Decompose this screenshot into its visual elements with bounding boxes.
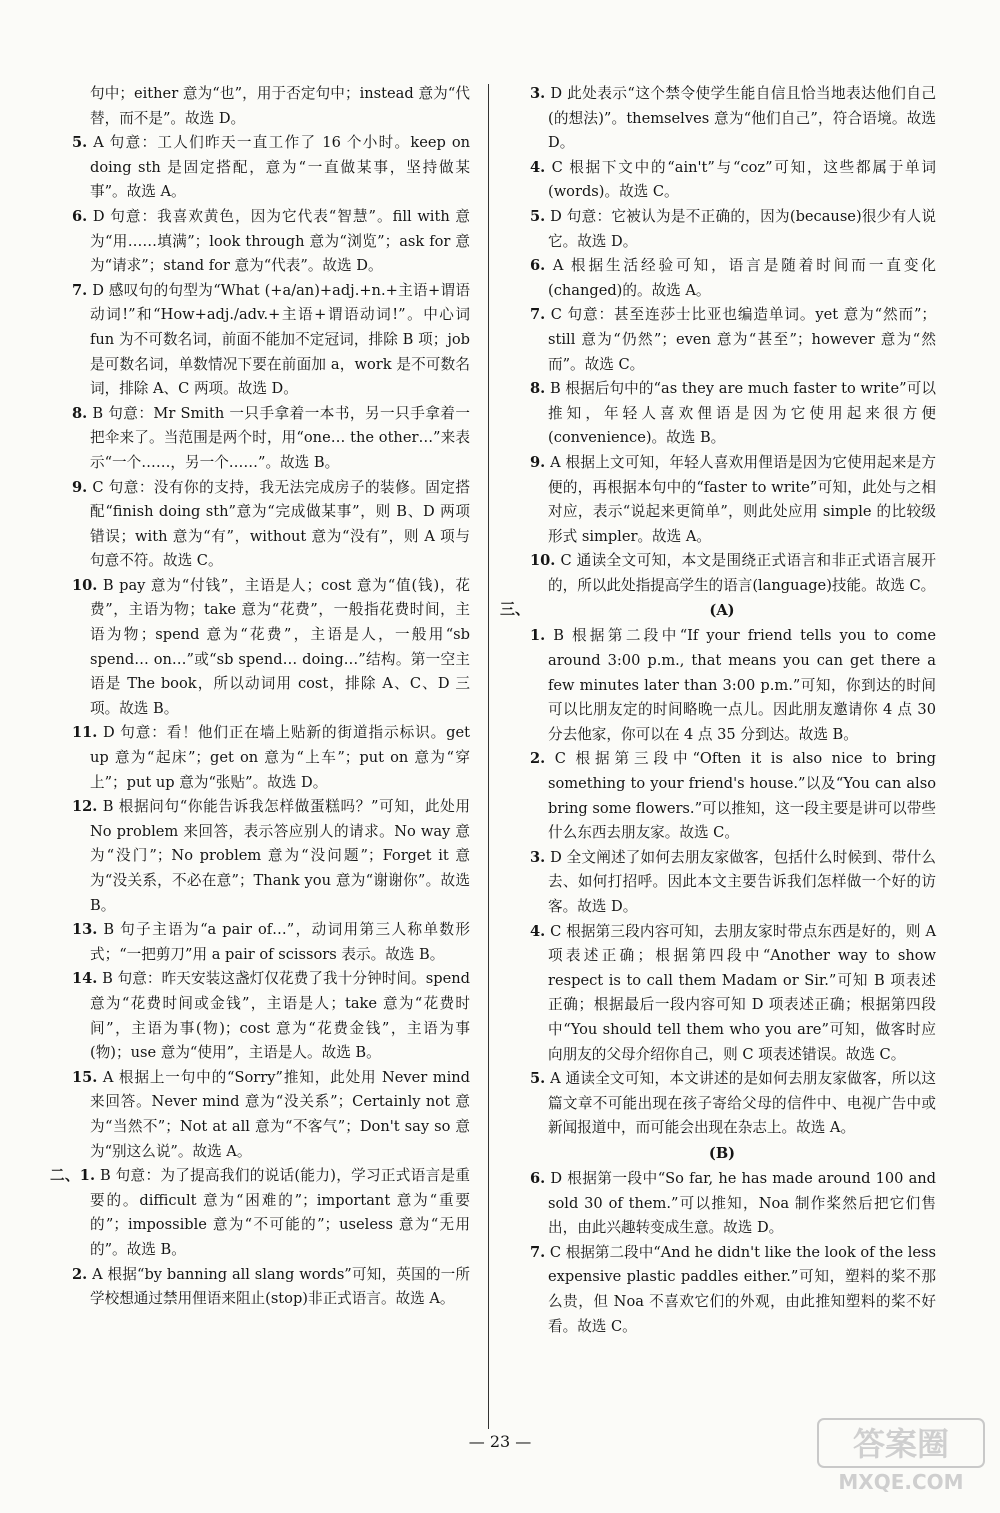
answer-item <box>50 721 470 795</box>
left-column <box>50 82 470 1312</box>
answer-text: D 此处表示“这个禁令使学生能自信且恰当地表达他们自己(的想法)”。themselves 意为“他们自己”，符合语境。故选 D。 <box>548 85 936 152</box>
answer-number: 2. <box>72 1265 88 1283</box>
answer-item <box>50 1263 470 1312</box>
answer-text: A 根据上文可知，年轻人喜欢用俚语是因为它使用起来是方便的，再根据本句中的“faster to write”可知，此处与之相对应，表示“说起来更简单”，则此处应用 simple 的比较级形式 simpler。故选 A。 <box>548 453 936 545</box>
answer-item <box>50 574 470 722</box>
answer-text: C 根据下文中的“ain't”与“coz”可知，这些都属于单词(words)。故选 C。 <box>548 158 937 201</box>
answer-item <box>508 920 936 1068</box>
answer-text: D 句意：它被认为是不正确的，因为(because)很少有人说它。故选 D。 <box>548 207 936 250</box>
answer-text: C 通读全文可知，本文是围绕正式语言和非正式语言展开的，所以此处指提高学生的语言(language)技能。故选 C。 <box>548 552 937 594</box>
answer-item <box>508 1167 936 1241</box>
answer-text: D 根据第一段中“So far, he has made around 100 and sold 30 of them.”可以推知，Noa 制作桨然后把它们售出，由此兴趣转变成生意。故选 D。 <box>548 1169 937 1237</box>
answer-item <box>508 377 936 451</box>
answer-text: A 通读全文可知，本文讲述的是如何去朋友家做客，所以这篇文章不可能出现在孩子寄给父母的信件中、电视广告中或新闻报道中，而可能会出现在杂志上。故选 A。 <box>548 1070 936 1137</box>
answer-number: 7. <box>72 281 88 299</box>
page-number: — 23 — <box>468 1432 532 1451</box>
answer-number: 3. <box>530 85 546 102</box>
answer-item <box>508 1241 936 1339</box>
answer-item <box>50 131 470 205</box>
answer-text: B 根据后句中的“as they are much faster to write”可以推知，年轻人喜欢俚语是因为它使用起来很方便(convenience)。故选 B。 <box>548 380 937 447</box>
answer-number: 7. <box>530 306 546 324</box>
answer-number: 13. <box>72 921 98 939</box>
answer-item <box>508 156 936 205</box>
answer-text: A 句意：工人们昨天一直工作了 16 个小时。keep on doing sth 是固定搭配，意为“一直做某事，坚持做某事”。故选 A。 <box>90 134 471 201</box>
answer-item <box>508 549 936 598</box>
answer-text: D 感叹句的句型为“What (+a/an)+adj.+n.+主语+谓语动词!”和“How+adj./adv.+主语+谓语动词!”。中心词 fun 为不可数名词，前面不能加不定冠词，排除 B 项；job 是可数名词，单数情况下要在前面加 a，work 是不可数名词，排除 A、C 两项。故选 D。 <box>90 281 470 398</box>
answer-item <box>50 476 470 574</box>
answer-number: 6. <box>530 257 546 275</box>
answer-text: B pay 意为“付钱”，主语是人；cost 意为“值(钱)，花费”，主语为物；take 意为“花费”，一般指花费时间，主语为物；spend 意为“花费”，主语是人，一般用“sb spend… on…”或“sb spend… doing…”结构。第一空主语是 The book，所以动词用 cost，排除 A、C、D 三项。故选 B。 <box>90 576 471 717</box>
answer-number: 8. <box>530 380 546 398</box>
answer-text: B 句意：Mr Smith 一只手拿着一本书，另一只手拿着一把伞来了。当范围是两个时，用“one… the other…”来表示“一个……，另一个……”。故选 B。 <box>90 404 470 471</box>
answer-number: 10. <box>530 552 556 570</box>
answer-item <box>50 967 470 1065</box>
answer-text: C 根据第三段内容可知，去朋友家时带点东西是好的，则 A 项表述正确；根据第四段中“Another way to show respect is to call them Madam or Sir.”可知 B 项表述正确；根据最后一段内容可知 D 项表述正确；根据第四段中“You should tell them who you are”可知，做客时应向朋友的父母介绍你自己，则 C 项表述错误。故选 C。 <box>548 922 936 1063</box>
answer-text: 句中；either 意为“也”，用于否定句中；instead 意为“代替，而不是”。故选 D。 <box>90 85 470 127</box>
answer-number: 1. <box>530 627 546 645</box>
answer-number: 5. <box>530 207 546 225</box>
answer-item <box>50 205 470 279</box>
section-three-header <box>500 598 936 624</box>
answer-number: 5. <box>72 134 88 152</box>
answer-text: B 句子主语为“a pair of…”，动词用第三人称单数形式；“一把剪刀”用 a pair of scissors 表示。故选 B。 <box>90 921 471 963</box>
right-column <box>500 82 937 1339</box>
section-three-marker: 三、 <box>500 600 531 619</box>
answer-number: 8. <box>72 404 88 422</box>
answer-item <box>50 1066 470 1164</box>
answer-number: 6. <box>530 1169 546 1187</box>
watermark-logo <box>816 1417 986 1495</box>
answer-text: B 句意：昨天安装这盏灯仅花费了我十分钟时间。spend 意为“花费时间或金钱”，主语是人；take 意为“花费时间”，主语为事(物)；cost 意为“花费金钱”，主语为事(物)；use 意为“使用”，主语是人。故选 B。 <box>90 970 471 1062</box>
answer-text: C 根据第二段中“And he didn't like the look of the less expensive plastic paddles either.”可知，塑料的桨不那么贵，但 Noa 不喜欢它们的外观，由此推知塑料的桨不好看。故选 C。 <box>548 1243 937 1335</box>
answer-item <box>508 82 936 156</box>
answer-item <box>508 747 936 845</box>
answer-item <box>50 279 470 402</box>
answer-item <box>50 402 470 476</box>
answer-item <box>508 451 936 549</box>
answer-item <box>50 1164 470 1262</box>
svg-text:MXQE.COM: MXQE.COM <box>838 1470 964 1494</box>
answer-item <box>50 918 470 967</box>
answer-item <box>50 795 470 918</box>
answer-text: B 句意：为了提高我们的说话(能力)，学习正式语言是重要的。difficult 意为“困难的”；important 意为“重要的”；impossible 意为“不可能的”；useless 意为“无用的”。故选 B。 <box>90 1167 470 1258</box>
answer-number: 15. <box>72 1068 98 1086</box>
answer-text: A 根据“by banning all slang words”可知，英国的一所学校想通过禁用俚语来阻止(stop)非正式语言。故选 A。 <box>90 1265 470 1308</box>
answer-number: 6. <box>72 207 88 225</box>
answer-text: C 句意：没有你的支持，我无法完成房子的装修。固定搭配“finish doing sth”意为“完成做某事”，则 B、D 两项错误；with 意为“有”，without 意为“没有”，则 A 项与句意不符。故选 C。 <box>90 478 470 570</box>
answer-number: 9. <box>72 478 88 496</box>
answer-text: C 句意：甚至连莎士比亚也编造单词。yet 意为“然而”；still 意为“仍然”；even 意为“甚至”；however 意为“然而”。故选 C。 <box>548 306 936 373</box>
passage-b-heading: (B) <box>708 1144 736 1162</box>
answer-number: 12. <box>72 798 98 816</box>
answer-number: 5. <box>530 1070 546 1088</box>
answer-text: B 根据问句“你能告诉我怎样做蛋糕吗？”可知，此处用 No problem 来回答，表示答应别人的请求。No way 意为“没门”；No problem 意为“没问题”；Forget it 意为“没关系，不必在意”；Thank you 意为“谢谢你”。故选 B。 <box>90 798 470 914</box>
answer-text: A 根据上一句中的“Sorry”推知，此处用 Never mind 来回答。Never mind 意为“没关系”；Certainly not 意为“当然不”；Not at all 意为“不客气”；Don't say so 意为“别这么说”。故选 A。 <box>90 1068 470 1160</box>
answer-number: 3. <box>530 848 546 866</box>
answer-text: C 根据第三段中“Often it is also nice to bring something to your friend's house.”以及“You can also bring some flowers.”可以推知，这一段主要是讲可以带些什么东西去朋友家。故选 C。 <box>548 750 937 842</box>
answer-item <box>508 303 936 377</box>
answer-number: 14. <box>72 970 98 988</box>
svg-text:答案圈: 答案圈 <box>852 1425 950 1463</box>
answer-item <box>508 254 936 303</box>
column-divider <box>488 84 489 1429</box>
answer-text: D 句意：看！他们正在墙上贴新的街道指示标识。get up 意为“起床”；get on 意为“上车”；put on 意为“穿上”；put up 意为“张贴”。故选 D。 <box>90 724 471 791</box>
answer-item <box>508 846 936 920</box>
answer-text: A 根据生活经验可知，语言是随着时间而一直变化(changed)的。故选 A。 <box>548 257 937 299</box>
answer-item <box>508 1067 936 1141</box>
answer-item <box>508 205 936 254</box>
answer-number: 2. <box>530 750 546 768</box>
answer-number: 7. <box>530 1243 546 1261</box>
answer-item <box>50 82 470 131</box>
answer-text: D 全文阐述了如何去朋友家做客，包括什么时候到、带什么去、如何打招呼。因此本文主要告诉我们怎样做一个好的访客。故选 D。 <box>548 848 937 915</box>
answer-number: 9. <box>530 453 546 471</box>
answer-number: 11. <box>72 724 98 742</box>
passage-a-heading: (A) <box>709 602 735 620</box>
answer-number: 二、1. <box>50 1167 96 1185</box>
answer-number: 10. <box>72 576 98 594</box>
answer-text: B 根据第二段中“If your friend tells you to come around 3:00 p.m., that means you can get there a few minutes later than 3:00 p.m.”可知，你到达的时间可以比朋友定的时间略晚一点儿。因此朋友邀请你 4 点 30 分去他家，你可以在 4 点 35 分到达。故选 B。 <box>548 627 936 743</box>
answer-item <box>508 624 936 747</box>
answer-text: D 句意：我喜欢黄色，因为它代表“智慧”。fill with 意为“用……填满”；look through 意为“浏览”；ask for 意为“请求”；stand for 意为“代表”。故选 D。 <box>90 207 470 275</box>
answer-number: 4. <box>530 158 546 176</box>
answer-number: 4. <box>530 922 546 940</box>
